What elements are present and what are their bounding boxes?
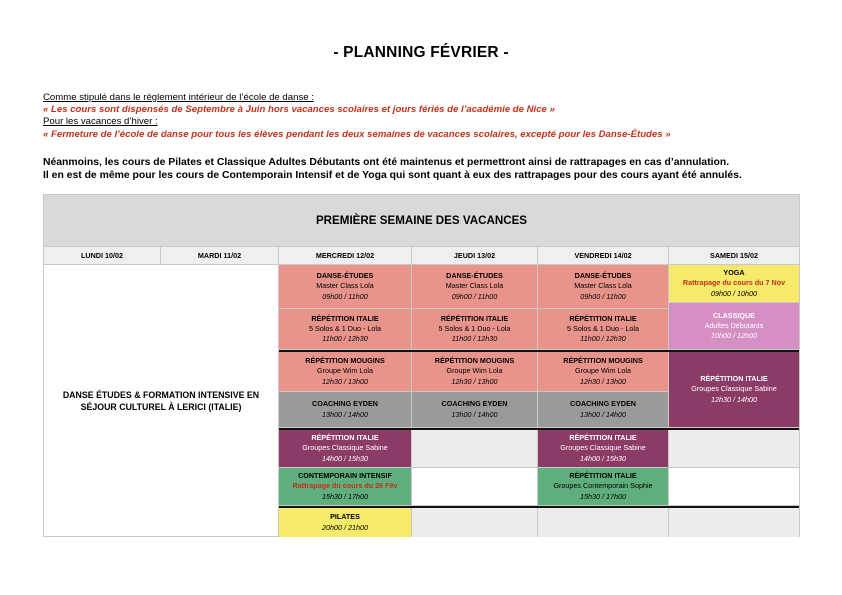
fri-danse-time: 09h00 / 11h00 xyxy=(580,291,626,301)
thu-danse-etudes xyxy=(412,265,538,309)
page-title: - PLANNING FÉVRIER - xyxy=(333,44,509,61)
sat-yoga-title: YOGA xyxy=(723,268,745,278)
wed-coaching xyxy=(279,392,412,428)
wed-repetition-classique xyxy=(279,430,412,468)
fri-contemporain-sub: Groupes Contemporain Sophie xyxy=(553,481,653,491)
thu-empty-3 xyxy=(412,508,538,537)
fri-contemporain-title: RÉPÉTITION ITALIE xyxy=(569,471,637,481)
divider-line xyxy=(279,506,799,508)
wed-contemporain-title: CONTEMPORAIN INTENSIF xyxy=(298,471,392,481)
thu-empty-2 xyxy=(412,468,538,506)
lerici-label: DANSE ÉTUDES & FORMATION INTENSIVE EN SÉJOUR CULTUREL À LERICI (ITALIE) xyxy=(62,389,260,412)
fri-danse-etudes xyxy=(538,265,669,309)
fri-italie-title: RÉPÉTITION ITALIE xyxy=(569,313,637,323)
fri-coaching xyxy=(538,392,669,428)
fri-repetition-contemporain xyxy=(538,468,669,506)
fri-classique-title: RÉPÉTITION ITALIE xyxy=(569,433,637,443)
winter-heading: Pour les vacances d’hiver : xyxy=(43,116,158,128)
sat-classique-adultes xyxy=(669,303,799,350)
thu-repetition-italie xyxy=(412,309,538,350)
thu-italie-time: 11h00 / 12h30 xyxy=(451,334,498,344)
day-thursday: JEUDI 13/02 xyxy=(412,247,538,264)
wed-classique-time: 14h00 / 15h30 xyxy=(322,453,368,463)
fri-mougins-title: RÉPÉTITION MOUGINS xyxy=(563,356,643,366)
fri-contemporain-time: 15h30 / 17h00 xyxy=(580,491,626,501)
fri-italie-time: 11h00 / 12h30 xyxy=(580,334,626,344)
day-tuesday: MARDI 11/02 xyxy=(161,247,279,264)
sat-classique-title: CLASSIQUE xyxy=(713,310,755,320)
thu-danse-title: DANSE-ÉTUDES xyxy=(446,271,503,281)
day-monday: LUNDI 10/02 xyxy=(44,247,161,264)
winter-quote: « Fermeture de l’école de danse pour tous les élèves pendant les deux semaines de vacances scolaires, excepté pour les Danse-Études » xyxy=(43,128,671,140)
wed-classique-sub: Groupes Classique Sabine xyxy=(302,443,388,453)
fri-mougins-time: 12h30 / 13h00 xyxy=(580,376,626,386)
sat-empty-2 xyxy=(669,468,799,506)
day-wednesday: MERCREDI 12/02 xyxy=(279,247,412,264)
wed-coaching-title: COACHING EYDEN xyxy=(312,399,378,409)
thu-coaching-title: COACHING EYDEN xyxy=(441,399,508,409)
wed-mougins-title: RÉPÉTITION MOUGINS xyxy=(305,356,385,366)
wed-italie-sub: 5 Solos & 1 Duo - Lola xyxy=(309,323,381,333)
fri-italie-sub: 5 Solos & 1 Duo - Lola xyxy=(567,323,639,333)
fri-danse-sub: Master Class Lola xyxy=(574,281,632,291)
thu-mougins-title: RÉPÉTITION MOUGINS xyxy=(434,356,515,366)
wed-contemporain xyxy=(279,468,412,506)
wed-mougins-time: 12h30 / 13h00 xyxy=(322,376,368,386)
sat-classique-time: 10h00 / 12h00 xyxy=(711,331,757,341)
wed-repetition-mougins xyxy=(279,352,412,392)
thu-italie-title: RÉPÉTITION ITALIE xyxy=(440,313,509,323)
thu-mougins-sub: Groupe Wim Lola xyxy=(446,366,503,376)
week-banner: PREMIÈRE SEMAINE DES VACANCES xyxy=(44,195,799,246)
fri-repetition-mougins xyxy=(538,352,669,392)
fri-classique-sub: Groupes Classique Sabine xyxy=(560,443,646,453)
thu-coaching-time: 13h00 / 14h00 xyxy=(451,409,498,419)
fri-repetition-italie xyxy=(538,309,669,350)
fri-coaching-time: 13h00 / 14h00 xyxy=(580,409,626,419)
wed-contemporain-note: Rattrapage du cours du 26 Fév xyxy=(292,481,398,491)
day-header-row xyxy=(44,246,799,265)
note-text xyxy=(43,156,833,183)
fri-classique-time: 14h00 / 15h30 xyxy=(580,453,626,463)
thu-repetition-mougins xyxy=(412,352,538,392)
wed-italie-time: 11h00 / 12h30 xyxy=(322,334,368,344)
wed-pilates-time: 20h00 / 21h00 xyxy=(322,522,368,532)
sat-empty-3 xyxy=(669,508,799,537)
rule-heading: Comme stipulé dans le règlement intérieur de l’école de danse : xyxy=(43,92,314,103)
intro-text xyxy=(43,92,823,141)
fri-coaching-title: COACHING EYDEN xyxy=(570,399,636,409)
thu-mougins-time: 12h30 / 13h00 xyxy=(451,376,498,386)
thu-danse-sub: Master Class Lola xyxy=(445,281,504,291)
sat-italie-sub: Groupes Classique Sabine xyxy=(691,384,777,394)
fri-danse-title: DANSE-ÉTUDES xyxy=(574,271,632,281)
wed-danse-title: DANSE-ÉTUDES xyxy=(316,271,374,281)
sat-italie-time: 12h30 / 14h00 xyxy=(711,394,757,404)
wed-coaching-time: 13h00 / 14h00 xyxy=(322,409,368,419)
sat-yoga-time: 09h00 / 10h00 xyxy=(711,288,757,298)
wed-repetition-italie xyxy=(279,309,412,350)
day-saturday: SAMEDI 15/02 xyxy=(710,251,758,260)
rule-quote: « Les cours sont dispensés de Septembre à Juin hors vacances scolaires et jours fériés de l’académie de Nice » xyxy=(43,104,555,116)
wed-danse-time: 09h00 / 11h00 xyxy=(322,291,368,301)
wed-danse-etudes xyxy=(279,265,412,309)
thu-danse-time: 09h00 / 11h00 xyxy=(451,291,498,301)
wed-contemporain-time: 15h30 / 17h00 xyxy=(322,491,368,501)
sat-classique-sub: Adultes Débutants xyxy=(704,320,764,330)
wed-danse-sub: Master Class Lola xyxy=(316,281,374,291)
wed-mougins-sub: Groupe Wim Lola xyxy=(317,366,373,376)
note-line-1: Néanmoins, les cours de Pilates et Classique Adultes Débutants ont été maintenus et permettront ainsi de rattrapages en cas d’annulation. xyxy=(43,157,730,168)
wed-pilates xyxy=(279,508,412,537)
wed-classique-title: RÉPÉTITION ITALIE xyxy=(311,433,379,443)
sat-yoga-note: Rattrapage du cours du 7 Nov xyxy=(682,278,786,288)
note-line-2: Il en est de même pour les cours de Contemporain Intensif et de Yoga qui sont quant à eux des rattrapages pour des cours ayant été annulés. xyxy=(43,170,742,182)
sat-italie-title: RÉPÉTITION ITALIE xyxy=(700,374,768,384)
divider-line xyxy=(279,350,799,352)
schedule-table xyxy=(43,194,800,537)
thu-italie-sub: 5 Solos & 1 Duo - Lola xyxy=(438,323,511,333)
fri-repetition-classique xyxy=(538,430,669,468)
sat-yoga xyxy=(669,265,799,303)
fri-empty-1 xyxy=(538,508,669,537)
wed-italie-title: RÉPÉTITION ITALIE xyxy=(311,313,379,323)
divider-line xyxy=(279,428,799,430)
day-friday: VENDREDI 14/02 xyxy=(538,247,669,264)
sat-repetition-italie xyxy=(669,352,799,428)
sat-empty-1 xyxy=(669,430,799,468)
wed-pilates-title: PILATES xyxy=(330,512,360,522)
thu-coaching xyxy=(412,392,538,428)
fri-mougins-sub: Groupe Wim Lola xyxy=(575,366,631,376)
lerici-block xyxy=(44,265,279,537)
thu-empty-1 xyxy=(412,430,538,468)
